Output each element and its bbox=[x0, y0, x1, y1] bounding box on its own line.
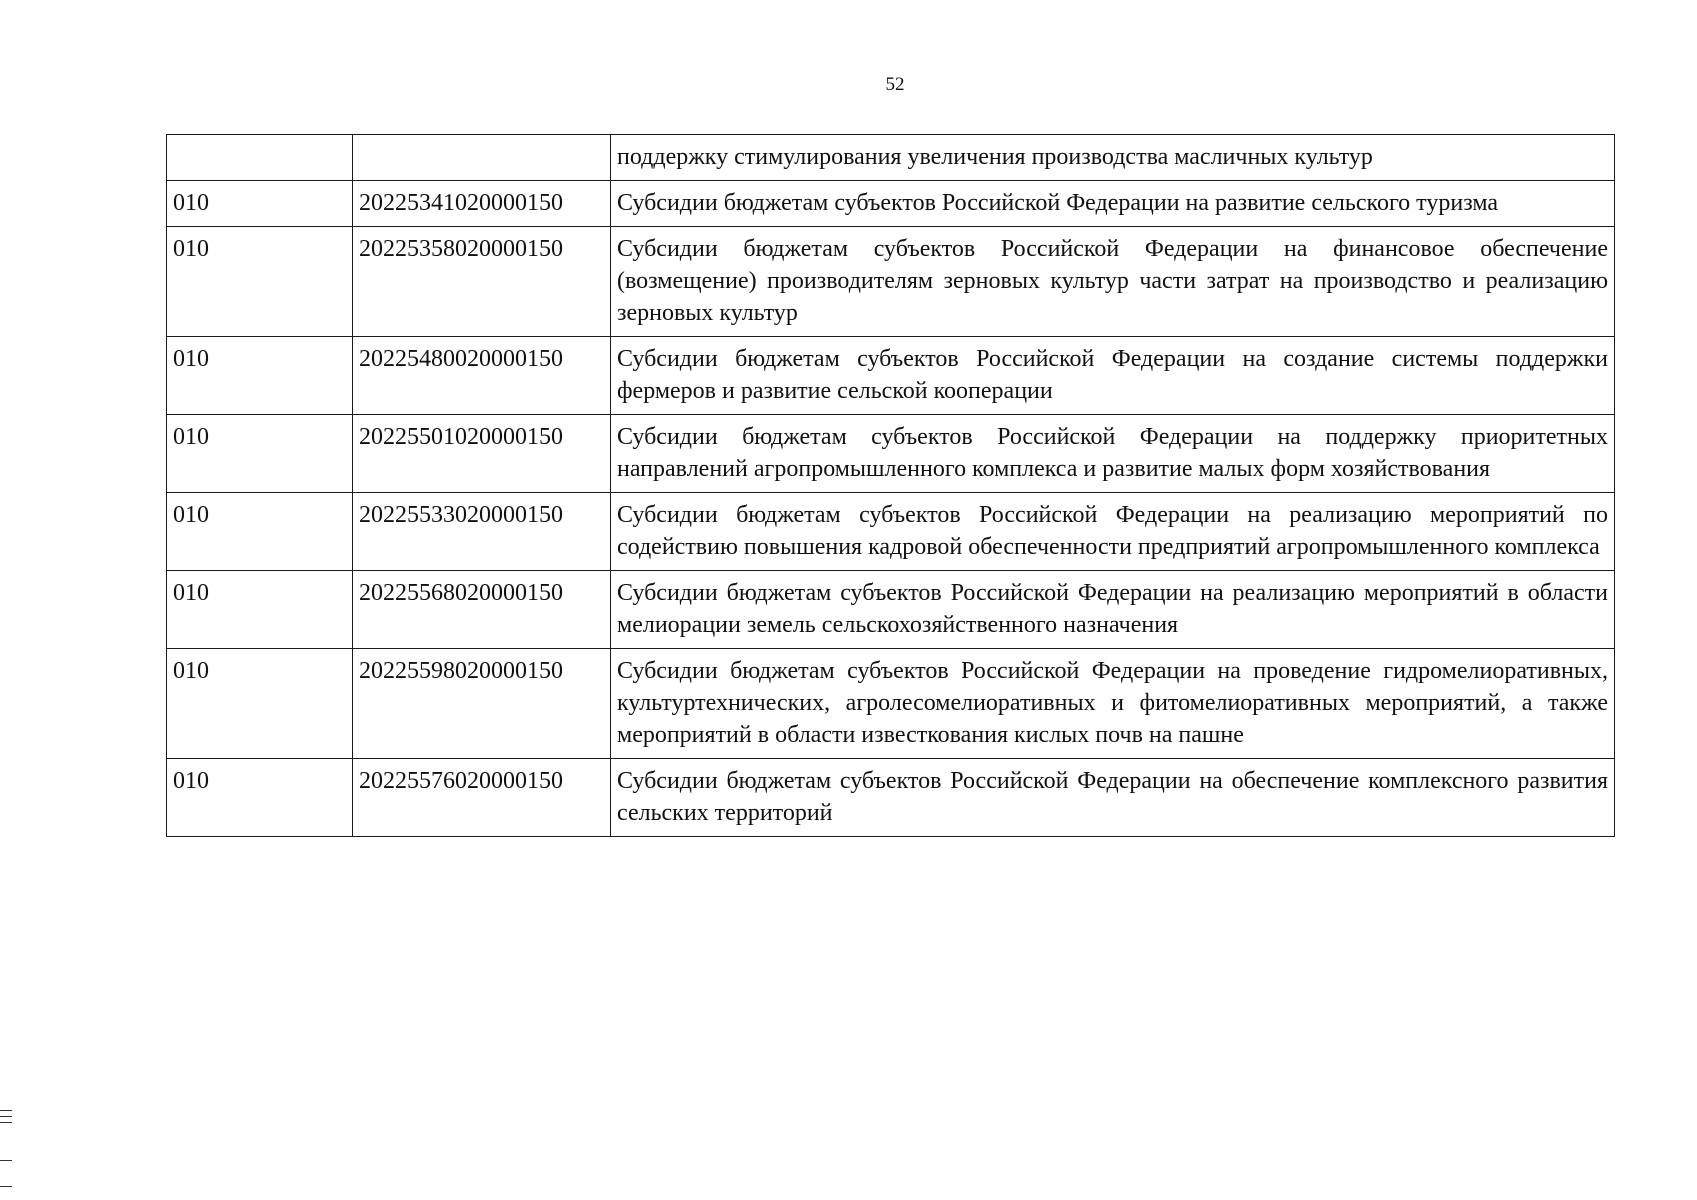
admin-code-cell: 010 bbox=[167, 337, 353, 415]
scan-margin-mark bbox=[0, 1110, 12, 1111]
admin-code-cell bbox=[167, 135, 353, 181]
table-row bbox=[167, 135, 1615, 181]
table-row bbox=[167, 571, 1615, 649]
description-cell: Субсидии бюджетам субъектов Российской Федерации на обеспечение комплексного развития сельских территорий bbox=[611, 759, 1615, 837]
scan-margin-mark bbox=[0, 1122, 12, 1123]
table-row bbox=[167, 337, 1615, 415]
description-cell: Субсидии бюджетам субъектов Российской Федерации на создание системы поддержки фермеров и развитие сельской кооперации bbox=[611, 337, 1615, 415]
description-cell: Субсидии бюджетам субъектов Российской Федерации на финансовое обеспечение (возмещение) производителям зерновых культур части затрат на производство и реализацию зерновых культур bbox=[611, 227, 1615, 337]
description-cell: Субсидии бюджетам субъектов Российской Федерации на реализацию мероприятий по содействию повышения кадровой обеспеченности предприятий агропромышленного комплекса bbox=[611, 493, 1615, 571]
scan-margin-mark bbox=[0, 1186, 12, 1187]
admin-code-cell: 010 bbox=[167, 571, 353, 649]
admin-code-cell: 010 bbox=[167, 649, 353, 759]
budget-code-cell: 20225568020000150 bbox=[353, 571, 611, 649]
admin-code-cell: 010 bbox=[167, 493, 353, 571]
scan-margin-mark bbox=[0, 1160, 12, 1161]
description-cell: Субсидии бюджетам субъектов Российской Федерации на поддержку приоритетных направлений агропромышленного комплекса и развитие малых форм хозяйствования bbox=[611, 415, 1615, 493]
description-cell: Субсидии бюджетам субъектов Российской Федерации на реализацию мероприятий в области мелиорации земель сельскохозяйственного назначения bbox=[611, 571, 1615, 649]
budget-code-cell: 20225358020000150 bbox=[353, 227, 611, 337]
budget-code-cell: 20225480020000150 bbox=[353, 337, 611, 415]
scan-margin-mark bbox=[0, 1116, 12, 1117]
table-row bbox=[167, 181, 1615, 227]
budget-code-cell bbox=[353, 135, 611, 181]
admin-code-cell: 010 bbox=[167, 759, 353, 837]
description-cell: поддержку стимулирования увеличения производства масличных культур bbox=[611, 135, 1615, 181]
admin-code-cell: 010 bbox=[167, 227, 353, 337]
budget-code-table bbox=[166, 134, 1615, 837]
budget-code-cell: 20225341020000150 bbox=[353, 181, 611, 227]
description-cell: Субсидии бюджетам субъектов Российской Федерации на проведение гидромелиоративных, культуртехнических, агролесомелиоративных и фитомелиоративных мероприятий, а также мероприятий в области известкования кислых почв на пашне bbox=[611, 649, 1615, 759]
table-row bbox=[167, 493, 1615, 571]
budget-code-cell: 20225576020000150 bbox=[353, 759, 611, 837]
table-row bbox=[167, 227, 1615, 337]
admin-code-cell: 010 bbox=[167, 181, 353, 227]
admin-code-cell: 010 bbox=[167, 415, 353, 493]
table-row bbox=[167, 415, 1615, 493]
table-row bbox=[167, 759, 1615, 837]
table-row bbox=[167, 649, 1615, 759]
description-cell: Субсидии бюджетам субъектов Российской Федерации на развитие сельского туризма bbox=[611, 181, 1615, 227]
page-number: 52 bbox=[885, 74, 905, 95]
budget-code-cell: 20225501020000150 bbox=[353, 415, 611, 493]
budget-code-cell: 20225598020000150 bbox=[353, 649, 611, 759]
budget-code-cell: 20225533020000150 bbox=[353, 493, 611, 571]
